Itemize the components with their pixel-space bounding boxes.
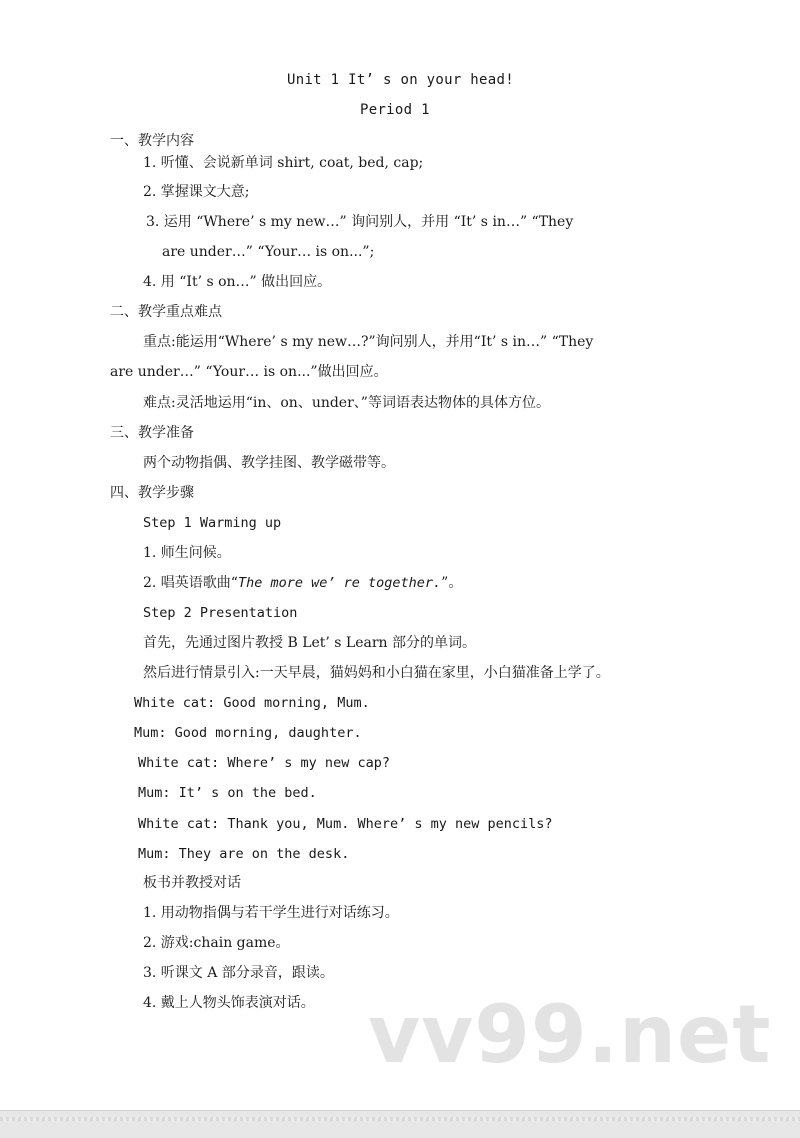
list-item (143, 574, 462, 592)
list-item: 3. 听课文 A 部分录音，跟读。 (143, 965, 334, 981)
paragraph: 两个动物指偶、教学挂图、教学磁带等。 (143, 455, 395, 471)
dialogue-line: White cat: Where’ s my new cap? (138, 755, 390, 771)
list-item-text: ”。 (441, 575, 463, 591)
list-item-continued: are under…” “Your… is on...”; (162, 244, 375, 260)
section-heading: 三、教学准备 (110, 425, 194, 441)
dialogue-line: Mum: They are on the desk. (138, 846, 350, 862)
dialogue-line: Mum: It’ s on the bed. (138, 785, 317, 801)
paragraph: 首先，先通过图片教授 B Let’ s Learn 部分的单词。 (143, 635, 477, 651)
list-item: 2. 游戏:chain game。 (143, 935, 290, 951)
paragraph-continued: are under…” “Your… is on...”做出回应。 (110, 364, 388, 380)
list-item: 4. 用 “It’ s on…” 做出回应。 (143, 274, 332, 290)
dialogue-line: Mum: Good morning, daughter. (134, 725, 362, 741)
list-item: 3. 运用 “Where’ s my new…” 询问别人，并用 “It’ s in…” “They (146, 214, 574, 230)
scrollbar-track[interactable] (0, 1117, 800, 1121)
section-heading: 一、教学内容 (110, 133, 194, 149)
list-item: 2. 掌握课文大意; (143, 184, 250, 200)
list-item: 1. 用动物指偶与若干学生进行对话练习。 (143, 905, 399, 921)
list-item-text: 2. 唱英语歌曲“ (143, 575, 238, 591)
dialogue-line: White cat: Thank you, Mum. Where’ s my new pencils? (138, 816, 553, 832)
section-heading: 二、教学重点难点 (110, 304, 222, 320)
list-item: 4. 戴上人物头饰表演对话。 (143, 995, 315, 1011)
document-period: Period 1 (360, 102, 430, 118)
dialogue-line: White cat: Good morning, Mum. (134, 695, 370, 711)
list-item: 1. 师生问候。 (143, 545, 231, 561)
list-item: 1. 听懂、会说新单词 shirt, coat, bed, cap; (143, 155, 424, 171)
paragraph: 难点:灵活地运用“in、on、under、”等词语表达物体的具体方位。 (143, 395, 550, 411)
document-title: Unit 1 It’ s on your head! (287, 72, 514, 88)
step-heading: Step 2 Presentation (143, 605, 298, 621)
paragraph: 重点:能运用“Where’ s my new…?”询问别人，并用“It’ s in…” “They (143, 334, 594, 350)
watermark-logo: vv99.net (368, 988, 772, 1081)
song-title: The more we’ re together. (237, 575, 442, 591)
paragraph: 然后进行情景引入:一天早晨，猫妈妈和小白猫在家里，小白猫准备上学了。 (143, 665, 610, 681)
section-heading: 四、教学步骤 (110, 485, 194, 501)
step-heading: Step 1 Warming up (143, 515, 282, 531)
paragraph: 板书并教授对话 (143, 875, 241, 891)
bottom-scrollbar[interactable] (0, 1110, 800, 1138)
